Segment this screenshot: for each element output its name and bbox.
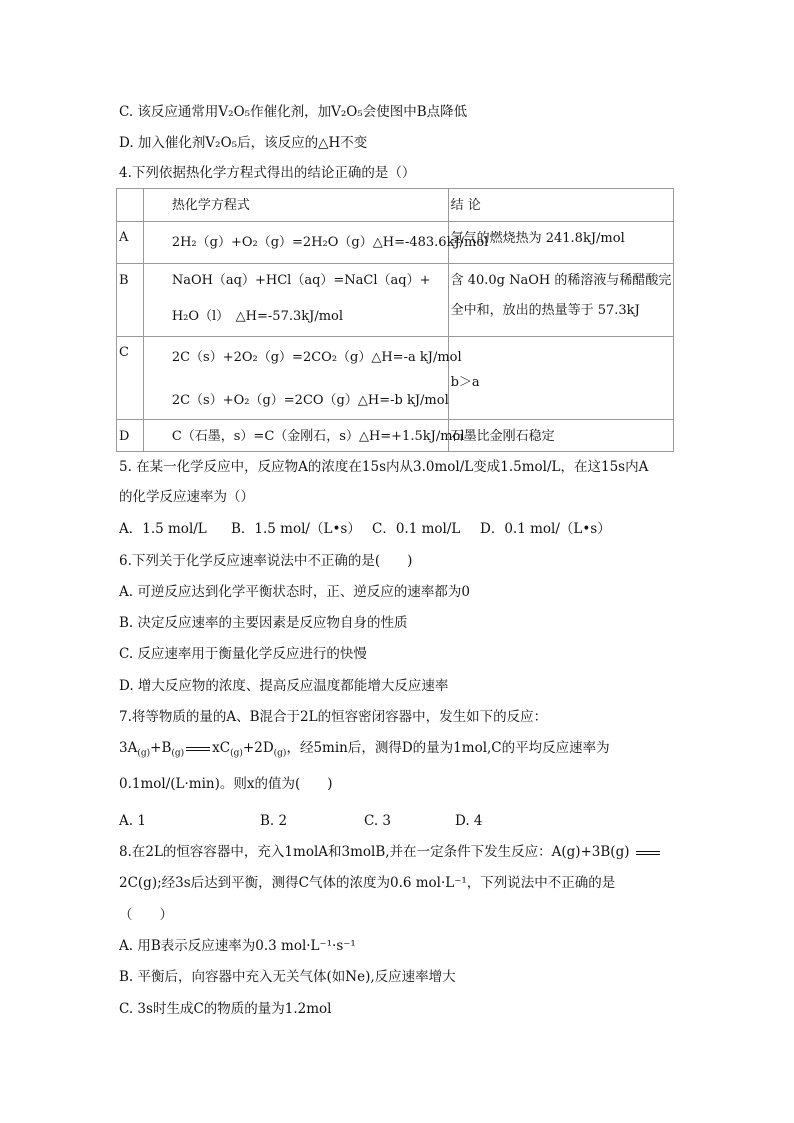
q3-option-c: C. 该反应通常用V₂O₅作催化剂，加V₂O₅会使图中B点降低 <box>119 104 468 120</box>
table-row <box>117 420 674 452</box>
row-equation: H₂O（l） △H=-57.3kJ/mol <box>171 309 344 324</box>
q7-stem-line3: 0.1mol/(L·min)。则x的值为( ) <box>119 776 333 792</box>
row-conclusion: 氢气的燃烧热为 241.8kJ/mol <box>450 231 625 246</box>
q6-option-d: D. 增大反应物的浓度、提高反应温度都能增大反应速率 <box>119 678 449 694</box>
q6-stem: 6.下列关于化学反应速率说法中不正确的是( ) <box>119 553 413 569</box>
q5-option-a: A．1.5 mol/L <box>119 521 207 537</box>
q7-equation-line <box>119 740 610 759</box>
row-label: C <box>119 345 129 360</box>
q7-equation-tail: ，经5min后，测得D的量为1mol,C的平均反应速率为 <box>286 740 610 756</box>
row-equation: 2H₂（g）+O₂（g）=2H₂O（g）△H=-483.6kJ/mol <box>171 235 489 250</box>
q5-stem-line2: 的化学反应速率为（） <box>119 489 254 505</box>
q7-option-b: B. 2 <box>260 813 288 829</box>
table-header-row <box>117 189 674 222</box>
q8-option-a: A. 用B表示反应速率为0.3 mol·L⁻¹·s⁻¹ <box>119 938 356 954</box>
q8-stem-line3: （ ） <box>119 907 173 923</box>
q6-option-c: C. 反应速率用于衡量化学反应进行的快慢 <box>119 646 367 662</box>
q5-option-c: C．0.1 mol/L <box>372 521 461 537</box>
q7-option-d: D. 4 <box>455 813 483 829</box>
q5-stem-line1: 5. 在某一化学反应中，反应物A的浓度在15s内从3.0mol/L变成1.5mol/L，在这15s内A <box>119 459 649 475</box>
q4-stem: 4.下列依据热化学方程式得出的结论正确的是（） <box>119 165 416 181</box>
row-conclusion: 含 40.0g NaOH 的稀溶液与稀醋酸完 <box>450 273 672 288</box>
q7-option-a: A. 1 <box>119 813 146 829</box>
row-label: D <box>119 429 130 444</box>
row-equation: 2C（s）+2O₂（g）=2CO₂（g）△H=-a kJ/mol <box>171 350 462 365</box>
q7-stem: 7.将等物质的量的A、B混合于2L的恒容密闭容器中，发生如下的反应： <box>119 709 548 725</box>
q5-option-b: B．1.5 mol/（L•s） <box>231 521 361 537</box>
thermo-table <box>116 188 674 452</box>
row-label: A <box>119 230 129 245</box>
header-conclusion: 结 论 <box>450 198 481 213</box>
row-conclusion: 石墨比金刚石稳定 <box>450 429 555 444</box>
row-equation: NaOH（aq）+HCl（aq）=NaCl（aq）+ <box>171 273 431 288</box>
q7-options <box>119 815 483 829</box>
table-row <box>117 337 674 420</box>
q8-option-b: B. 平衡后，向容器中充入无关气体(如Ne),反应速率增大 <box>119 969 456 985</box>
q8-stem-line2: 2C(g);经3s后达到平衡，测得C气体的浓度为0.6 mol·L⁻¹，下列说法中不正确的是 <box>119 875 616 891</box>
q3-option-d: D. 加入催化剂V₂O₅后，该反应的△H不变 <box>119 135 368 151</box>
row-equation: 2C（s）+O₂（g）=2CO（g）△H=-b kJ/mol <box>171 393 449 408</box>
header-equation: 热化学方程式 <box>171 198 250 213</box>
row-equation: C（石墨，s）=C（金刚石，s）△H=+1.5kJ/mol <box>171 429 465 444</box>
equilibrium-arrow-icon <box>186 745 210 753</box>
q8-stem-line1 <box>119 846 662 860</box>
q7-equation: $3A_{(g)}+B_{(g)}$ $xC_{(g)}+2D_{(g)}$ <box>119 740 287 759</box>
table-row <box>117 222 674 264</box>
q5-option-d: D．0.1 mol/（L•s） <box>480 521 611 537</box>
row-conclusion: 全中和，放出的热量等于 57.3kJ <box>450 303 640 318</box>
row-conclusion: b＞a <box>450 375 480 390</box>
q5-options <box>119 523 611 537</box>
row-label: B <box>119 273 129 288</box>
q6-option-a: A. 可逆反应达到化学平衡状态时，正、逆反应的速率都为0 <box>119 584 470 600</box>
q7-option-c: C. 3 <box>364 813 392 829</box>
q6-option-b: B. 决定反应速率的主要因素是反应物自身的性质 <box>119 615 408 631</box>
equilibrium-arrow-icon <box>636 849 660 857</box>
q8-stem-head: 8.在2L的恒容容器中，充入1molA和3molB,并在一定条件下发生反应：A(g)+3B(g) <box>119 844 630 860</box>
table-row <box>117 264 674 337</box>
q8-option-c: C. 3s时生成C的物质的量为1.2mol <box>119 1001 332 1017</box>
